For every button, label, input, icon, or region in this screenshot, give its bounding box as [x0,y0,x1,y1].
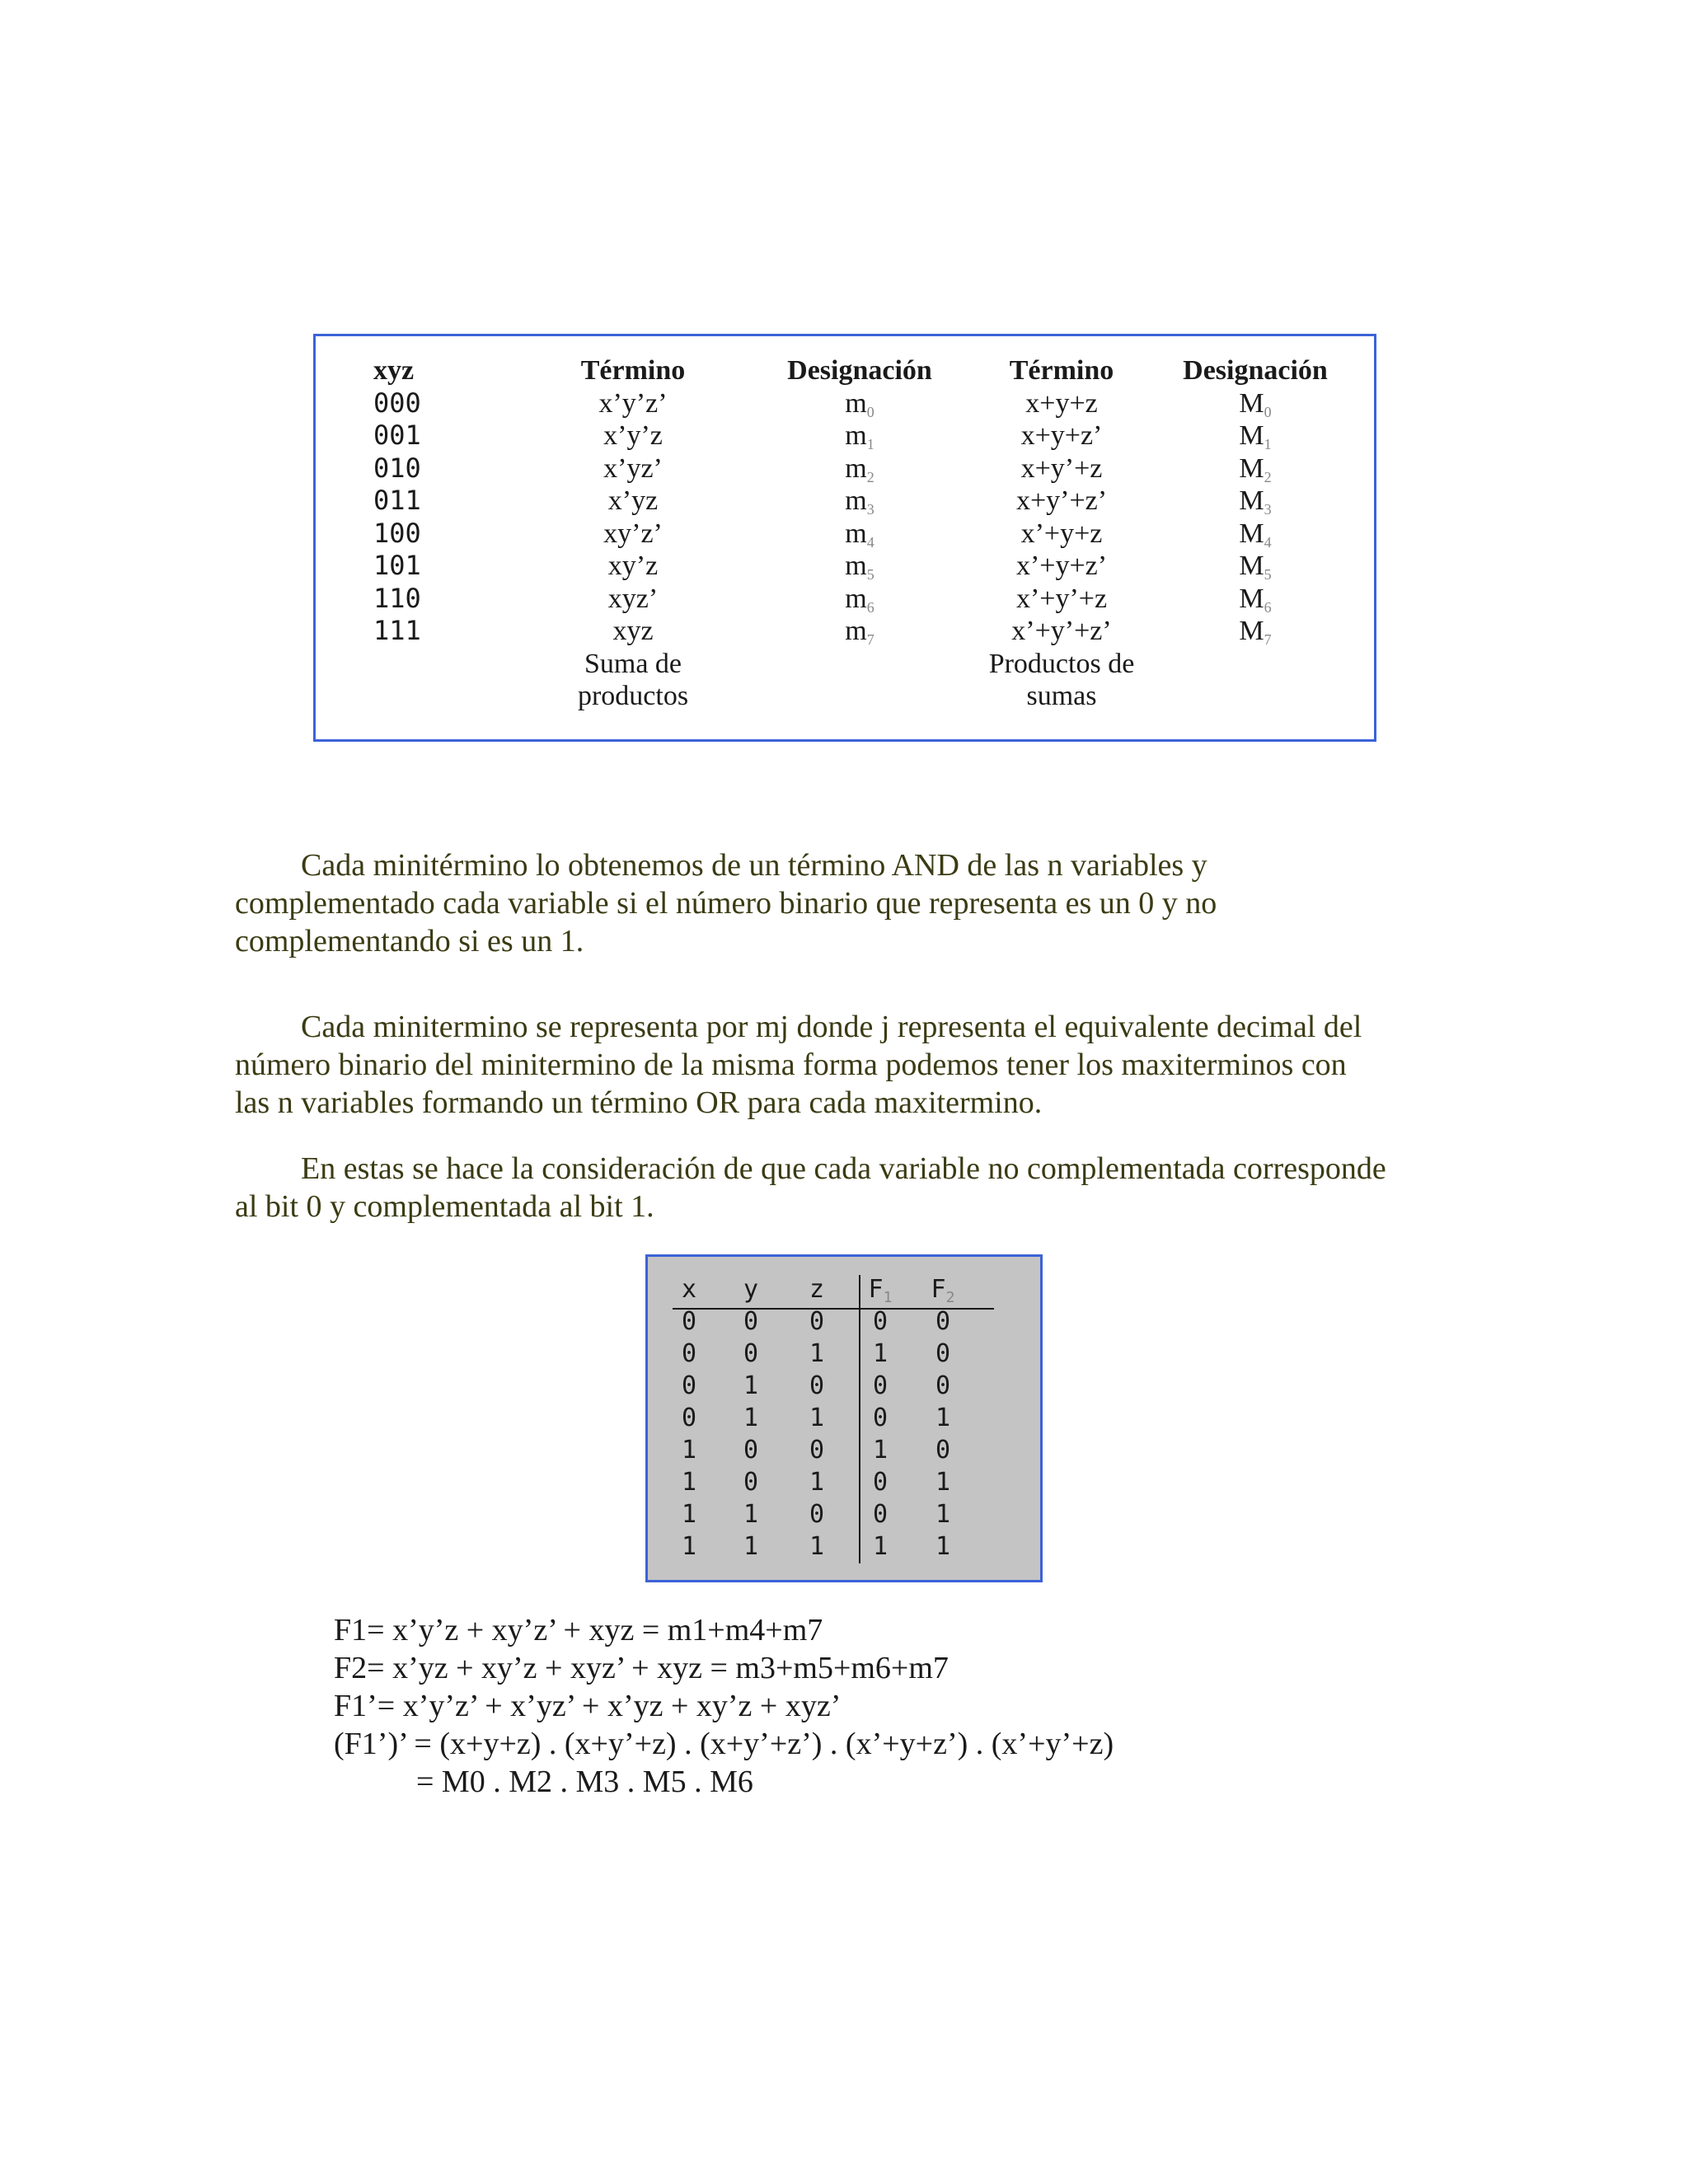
minterm-designation: $m_6$ [845,583,874,616]
cell-f2: 0 [935,1371,951,1400]
paragraph-maxterm-consideration [235,1150,1471,1226]
cell-f2: 0 [935,1307,951,1336]
cell-f2: 1 [935,1500,951,1529]
minterm-product: x’y’z’ [598,387,668,419]
footer-productos-de: Productos de [988,648,1135,679]
maxterm-designation: $M_1$ [1239,420,1272,452]
cell-x: 0 [681,1371,697,1400]
equation-f2: F2= x’yz + xy’z + xyz’ + xyz = m3+m5+m6+m7 [334,1651,949,1685]
cell-f1: 0 [872,1371,889,1400]
cell-y: 0 [743,1307,759,1336]
maxterm-designation: $M_0$ [1239,387,1272,420]
cell-z: 1 [809,1532,825,1561]
cell-f2: 1 [935,1404,951,1432]
maxterm-sum: x+y+z [1025,387,1098,419]
cell-z: 0 [809,1500,825,1529]
cell-x: 0 [681,1339,697,1368]
xyz-value: 010 [373,452,421,484]
cell-f1: 0 [872,1500,889,1529]
maxterm-sum: x+y’+z [1020,452,1103,484]
cell-z: 1 [809,1339,825,1368]
column-maxterm-designation [1156,354,1354,648]
cell-y: 1 [743,1500,759,1529]
cell-f1: 1 [872,1436,889,1465]
equation-maxterm-result: = M0 . M2 . M3 . M5 . M6 [416,1765,753,1799]
cell-x: 1 [681,1532,697,1561]
equation-f1-complement: F1’= x’y’z’ + x’yz’ + x’yz + xy’z + xyz’ [334,1689,842,1723]
header-f2: $F_2$ [931,1275,955,1306]
column-minterm-term [555,354,711,713]
minterm-designation: $m_2$ [845,452,874,485]
maxterm-sum: x’+y+z [1020,518,1103,549]
header-x: x [681,1275,697,1304]
footer-suma-de: Suma de [584,648,682,679]
text-line: las n variables formando un término OR para cada maxitermino. [235,1085,1043,1120]
minterm-maxterm-table [313,334,1376,742]
minterm-product: x’y’z [603,420,663,451]
minterm-product: xy’z’ [603,518,663,549]
cell-f1: 0 [872,1307,889,1336]
cell-z: 1 [809,1468,825,1497]
cell-f2: 1 [935,1532,951,1561]
cell-z: 0 [809,1371,825,1400]
cell-y: 0 [743,1339,759,1368]
cell-f1: 0 [872,1404,889,1432]
equations-block [334,1611,1488,1801]
text-line: número binario del minitermino de la misma forma podemos tener los maxiterminos con [235,1047,1347,1082]
minterm-product: x’yz’ [603,452,663,484]
minterm-designation: $m_0$ [845,387,874,420]
maxterm-designation: $M_2$ [1239,452,1272,485]
cell-x: 1 [681,1436,697,1465]
footer-sumas: sumas [1026,681,1097,711]
header-designacion: Designación [787,355,932,386]
minterm-designation: $m_4$ [845,518,874,551]
cell-f2: 1 [935,1468,951,1497]
cell-f2: 0 [935,1339,951,1368]
text-line: complementado cada variable si el número binario que representa es un 0 y no [235,886,1217,921]
maxterm-designation: $M_4$ [1239,518,1272,551]
cell-y: 0 [743,1468,759,1497]
xyz-value: 101 [373,550,421,581]
cell-x: 1 [681,1500,697,1529]
maxterm-sum: x+y’+z’ [1015,485,1108,516]
minterm-designation: $m_7$ [845,616,874,648]
minterm-designation: $m_1$ [845,420,874,452]
text-line: En estas se hace la consideración de que cada variable no complementada corresponde [301,1151,1386,1186]
minterm-product: x’yz [607,485,659,516]
minterm-product: xyz [612,616,654,646]
xyz-value: 111 [373,615,421,646]
minterm-product: xy’z [607,551,659,581]
xyz-value: 000 [373,387,421,419]
cell-y: 1 [743,1532,759,1561]
xyz-value: 100 [373,517,421,549]
header-termino: Término [1009,355,1114,386]
text-line: complementando si es un 1. [235,924,584,958]
cell-y: 0 [743,1436,759,1465]
column-xyz [373,354,472,648]
header-y: y [743,1275,759,1304]
cell-z: 1 [809,1404,825,1432]
maxterm-sum: x’+y’+z’ [1011,616,1112,646]
column-minterm-designation [761,354,959,648]
xyz-value: 001 [373,419,421,451]
cell-f2: 0 [935,1436,951,1465]
footer-productos: productos [577,681,689,711]
maxterm-designation: $M_7$ [1239,616,1272,648]
maxterm-designation: $M_5$ [1239,551,1272,583]
equation-f1: F1= x’y’z + xy’z’ + xyz = m1+m4+m7 [334,1613,823,1647]
column-maxterm-term [959,354,1165,713]
xyz-value: 011 [373,485,421,516]
header-f1: $F_1$ [868,1275,893,1306]
paragraph-minterm-definition [235,846,1471,960]
paragraph-minterm-notation [235,1008,1471,1122]
cell-x: 0 [681,1307,697,1336]
cell-f1: 1 [872,1532,889,1561]
equation-f1-double-complement: (F1’)’ = (x+y+z) . (x+y’+z) . (x+y’+z’) . (x’+y+z’) . (x’+y’+z) [334,1727,1114,1761]
output-divider [859,1275,860,1563]
maxterm-sum: x+y+z’ [1020,420,1103,451]
cell-z: 0 [809,1307,825,1336]
minterm-product: xyz’ [607,583,659,614]
text-line: Cada minitermino se representa por mj donde j representa el equivalente decimal del [301,1010,1362,1044]
maxterm-designation: $M_3$ [1239,485,1272,518]
maxterm-sum: x’+y+z’ [1015,551,1108,581]
cell-f1: 1 [872,1339,889,1368]
cell-f1: 0 [872,1468,889,1497]
xyz-value: 110 [373,582,421,614]
header-z: z [809,1275,825,1304]
text-line: al bit 0 y complementada al bit 1. [235,1189,654,1224]
cell-y: 1 [743,1371,759,1400]
header-designacion: Designación [1183,355,1328,386]
minterm-designation: $m_5$ [845,551,874,583]
text-line: Cada minitérmino lo obtenemos de un término AND de las n variables y [301,848,1207,883]
truth-table [645,1254,1043,1582]
cell-z: 0 [809,1436,825,1465]
cell-x: 0 [681,1404,697,1432]
header-termino: Término [580,355,686,386]
minterm-designation: $m_3$ [845,485,874,518]
maxterm-designation: $M_6$ [1239,583,1272,616]
header-xyz: xyz [373,355,415,386]
cell-x: 1 [681,1468,697,1497]
maxterm-sum: x’+y’+z [1015,583,1108,614]
cell-y: 1 [743,1404,759,1432]
